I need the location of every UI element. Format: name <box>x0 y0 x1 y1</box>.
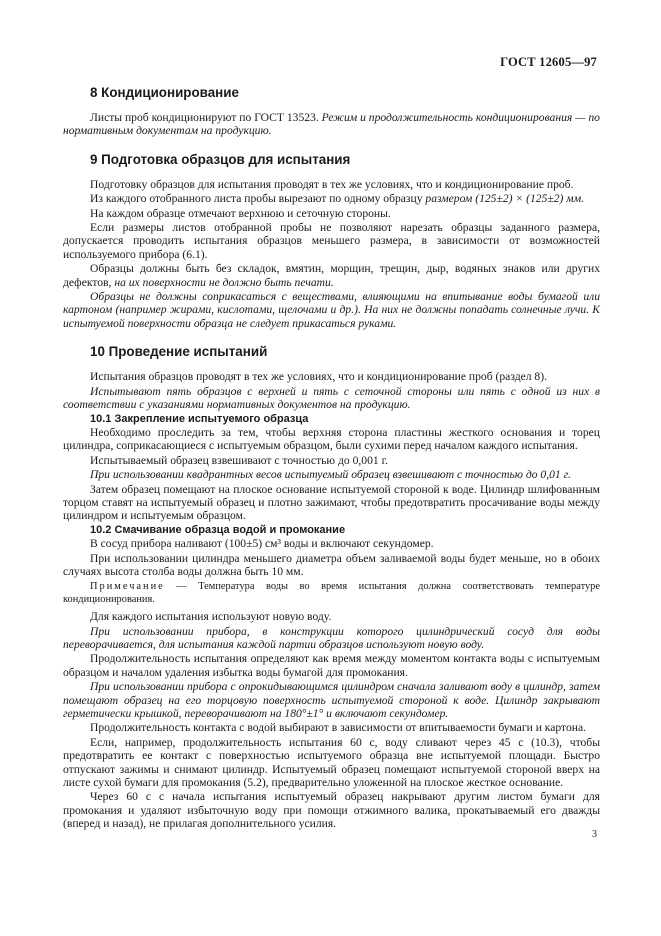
subsection-10-1-title: 10.1 Закрепление испытуемого образца <box>90 412 309 425</box>
s10-paragraph-4: Испытываемый образец взвешивают с точностью до 0,001 г. <box>90 453 388 467</box>
section-10-title: 10 Проведение испытаний <box>90 344 268 360</box>
note <box>63 581 600 606</box>
s10-paragraph-13: Продолжительность контакта с водой выбирают в зависимости от впитываемости бумаги и картона. <box>90 721 586 735</box>
s9-paragraph-4: Если размеры листов отобранной пробы не позволяют нарезать образцы заданного размера, допускается проводить испытания образцов меньшего размера, в зависимости от возможностей используемого прибора (6.1). <box>63 221 600 261</box>
s10-paragraph-11: Продолжительность испытания определяют как время между моментом контакта воды с испытуемым образцом и началом удаления избытка воды бумагой для промокания. <box>63 652 600 679</box>
standard-header: ГОСТ 12605—97 <box>500 55 597 69</box>
s9-paragraph-1: Подготовку образцов для испытания проводят в тех же условиях, что и кондиционирование проб. <box>90 177 574 191</box>
s9-paragraph-6: Образцы не должны соприкасаться с веществами, влияющими на впитывание воды бумагой или картоном (например жирами, кислотами, щелочами и др.). На них не должны попадать солнечные лучи. К испытуемой поверхности образца не следует прикасаться руками. <box>63 290 600 330</box>
s10-paragraph-1: Испытания образцов проводят в тех же условиях, что и кондиционирование проб (раздел 8). <box>90 370 547 384</box>
section-9 <box>63 152 600 330</box>
subsection-10-2-title: 10.2 Смачивание образца водой и промокание <box>90 523 346 536</box>
s9-p5-text: Образцы должны быть без складок, вмятин, морщин, трещин, дыр, водяных знаков или других дефектов, <box>63 262 600 289</box>
s9-paragraph-3: На каждом образце отмечают верхнюю и сеточную стороны. <box>90 206 391 220</box>
s10-paragraph-6: Затем образец помещают на плоское основание испытуемой стороной к воде. Цилиндр шлифованным торцом ставят на испытуемый образец и плотно зажимают, чтобы предотвратить просачивание воды между цилиндром и испытуемым образцом. <box>63 482 600 523</box>
section-8-paragraph <box>63 111 600 138</box>
s10-paragraph-12: При использовании прибора с опрокидывающимся цилиндром сначала заливают воду в цилиндр, затем помещают образец на его торцовую поверхность испытуемой стороной к воде. Цилиндр закрывают герметически крышкой, переворачивают на 180°±1° и включают секундомер. <box>63 680 600 721</box>
s9-p2-text: Из каждого отобранного листа пробы вырезают по одному образцу <box>90 192 426 206</box>
s8-text: Листы проб кондиционируют по ГОСТ 13523. <box>90 111 322 124</box>
s10-paragraph-3: Необходимо проследить за тем, чтобы верхняя сторона пластины жесткого основания и торец цилиндра, соприкасающиеся с испытуемым образцом, были сухими перед началом каждого испытания. <box>63 425 600 453</box>
section-8-title: 8 Кондиционирование <box>90 85 239 100</box>
section-10 <box>63 344 600 830</box>
s10-paragraph-14: Если, например, продолжительность испытания 60 с, воду сливают через 45 с (10.3), чтобы предотвратить ее контакт с поверхностью испытуемого образца вне испытуемой площади. Быстро отпускают зажимы и снимают цилиндр. Испытуемый образец помещают испытуемой стороной вверх на листе сухой бумаги для промокания (5.2), предварительно уложенной на плоское жесткое основание. <box>63 735 600 790</box>
section-9-title: 9 Подготовка образцов для испытания <box>90 151 351 167</box>
s9-paragraph-5 <box>63 262 600 289</box>
s9-paragraph-2 <box>63 192 600 205</box>
s9-p2-italic: размером (125±2) × (125±2) мм. <box>425 192 584 206</box>
note-label: Примечание <box>90 581 165 593</box>
s10-paragraph-9: Для каждого испытания используют новую воду. <box>90 610 332 624</box>
s10-paragraph-5: При использовании квадрантных весов испытуемый образец взвешивают с точностью до 0,01 г. <box>90 468 571 482</box>
s10-paragraph-7: В сосуд прибора наливают (100±5) см³ воды и включают секундомер. <box>90 537 434 551</box>
page-number: 3 <box>592 829 597 840</box>
s10-paragraph-15: Через 60 с с начала испытания испытуемый образец накрывают другим листом бумаги для промокания и удаляют избыточную воду при помощи отжимного валика, прокатываемый его дважды (вперед и назад), не прилагая дополнительного усилия. <box>63 790 600 831</box>
s10-paragraph-2: Испытывают пять образцов с верхней и пять с сеточной стороны или пять с одной из них в соответствии с указаниями нормативных документов на продукцию. <box>63 384 600 412</box>
s8-text-italic: Режим и продолжительность кондиционирования — по нормативным документам на продукцию. <box>63 111 600 138</box>
s10-paragraph-8: При использовании цилиндра меньшего диаметра объем заливаемой воды будет меньше, но в обоих случаях высота столба воды должна быть 10 мм. <box>63 551 600 578</box>
note-text: — Температура воды во время испытания должна соответствовать температуре кондиционирования. <box>63 581 600 605</box>
section-8 <box>63 85 600 138</box>
document-body <box>63 85 600 832</box>
s9-p5-italic: на их поверхности не должно быть печати. <box>114 275 334 289</box>
s10-paragraph-10: При использовании прибора, в конструкции которого цилиндрический сосуд для воды переворачивается, для испытания каждой партии образцов используют новую воду. <box>63 624 600 651</box>
